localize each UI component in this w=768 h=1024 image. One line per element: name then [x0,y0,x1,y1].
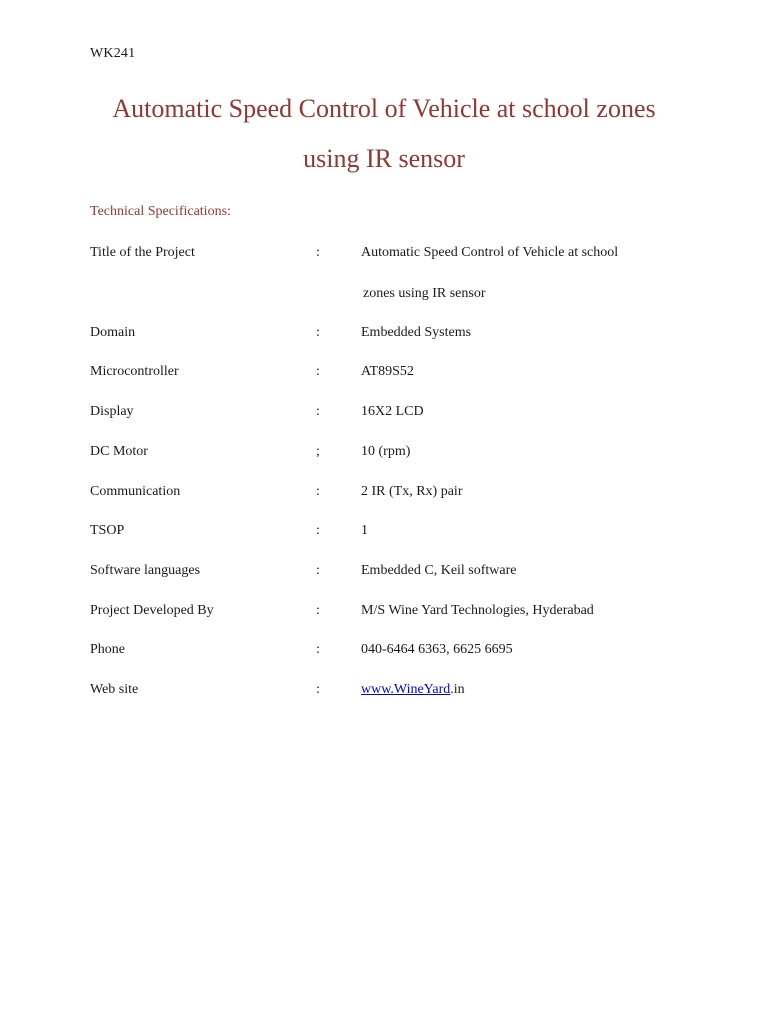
spec-row-developer [90,601,690,621]
spec-value: 16X2 LCD [361,404,424,419]
website-link[interactable]: www.WineYard [361,682,451,697]
spec-label: DC Motor [90,444,148,459]
spec-label: Display [90,404,134,419]
spec-value: 040-6464 6363, 6625 6695 [361,642,513,657]
spec-separator: : [316,404,320,419]
spec-row-title [90,243,690,263]
spec-label: Web site [90,682,139,697]
spec-value: 2 IR (Tx, Rx) pair [361,484,463,499]
spec-label: Phone [90,642,125,657]
spec-label: Software languages [90,563,201,578]
spec-row-website [90,680,690,700]
spec-label: Title of the Project [90,245,195,260]
spec-row-domain [90,323,690,343]
spec-separator: : [316,325,320,340]
spec-value: Embedded Systems [361,325,472,340]
spec-row-phone [90,640,690,660]
spec-value: Embedded C, Keil software [361,563,517,578]
spec-separator: : [316,364,320,379]
spec-row-title-continued [90,284,690,304]
spec-value: zones using IR sensor [363,286,486,301]
spec-value: 1 [361,523,368,538]
spec-separator: : [316,682,320,697]
spec-label: Domain [90,325,136,340]
spec-separator: : [316,603,320,618]
spec-row-microcontroller [90,362,690,382]
spec-value: 10 (rpm) [361,444,411,459]
spec-separator: ; [316,444,320,459]
spec-label: Microcontroller [90,364,179,379]
spec-row-tsop [90,521,690,541]
spec-row-display [90,402,690,422]
spec-value: Automatic Speed Control of Vehicle at school [361,245,619,260]
spec-separator: : [316,523,320,538]
document-title-line-1: Automatic Speed Control of Vehicle at school zones [112,94,656,123]
document-title-line-2: using IR sensor [303,144,465,173]
spec-value: M/S Wine Yard Technologies, Hyderabad [361,603,594,618]
spec-row-dc-motor [90,442,690,462]
specifications-heading: Technical Specifications: [90,204,231,219]
spec-separator: : [316,642,320,657]
website-suffix: .in [450,682,465,697]
spec-separator: : [316,563,320,578]
spec-label: Project Developed By [90,603,214,618]
spec-label: TSOP [90,523,125,538]
spec-row-communication [90,482,690,502]
spec-label: Communication [90,484,181,499]
spec-row-software-languages [90,561,690,581]
document-code: WK241 [90,46,136,61]
spec-separator: : [316,484,320,499]
spec-value [361,680,465,700]
spec-separator: : [316,245,320,260]
spec-value: AT89S52 [361,364,414,379]
